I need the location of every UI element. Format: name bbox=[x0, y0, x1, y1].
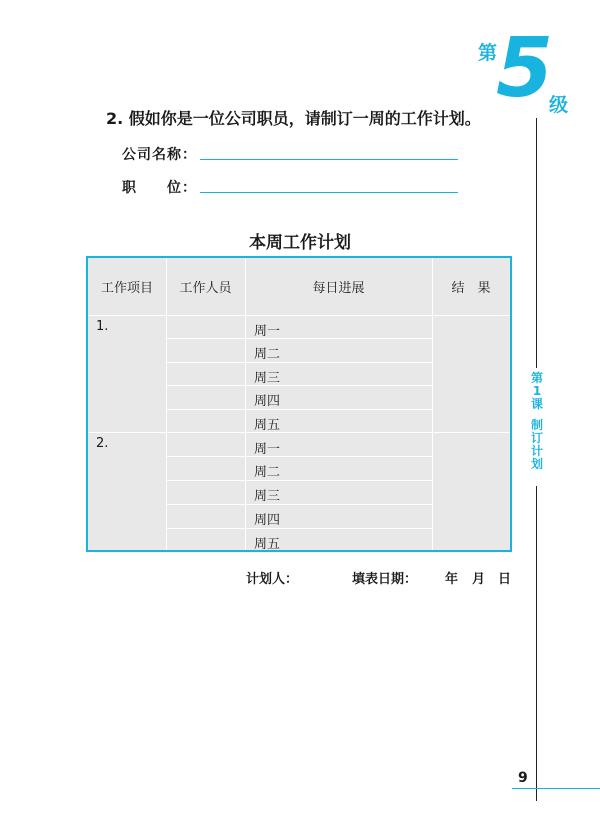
date-month: 月 bbox=[472, 572, 486, 587]
position-input-line[interactable] bbox=[200, 192, 458, 193]
row-divider bbox=[166, 338, 432, 339]
page-number: 9 bbox=[518, 770, 528, 786]
day-label: 周二 bbox=[254, 465, 281, 480]
day-label: 周四 bbox=[254, 394, 281, 409]
badge-ji: 级 bbox=[548, 94, 568, 116]
table-title: 本周工作计划 bbox=[249, 233, 351, 253]
lesson-char: 制 bbox=[530, 418, 543, 432]
day-label: 周五 bbox=[254, 418, 281, 433]
question-text: 2. 假如你是一位公司职员，请制订一周的工作计划。 bbox=[106, 109, 481, 128]
lesson-char: 1 bbox=[532, 384, 542, 398]
group-number: 1. bbox=[96, 319, 109, 334]
position-label: 职 位： bbox=[122, 180, 197, 196]
day-label: 周五 bbox=[254, 537, 281, 552]
header-cell-item: 工作项目 bbox=[100, 281, 153, 296]
lesson-char: 订 bbox=[530, 431, 543, 445]
day-label: 周三 bbox=[254, 489, 281, 504]
date-label: 填表日期： bbox=[352, 572, 418, 587]
day-label: 周一 bbox=[254, 324, 281, 339]
day-label: 周二 bbox=[254, 347, 281, 362]
badge-di: 第 bbox=[478, 42, 498, 64]
side-rule-bottom bbox=[536, 486, 537, 801]
lesson-char: 第 bbox=[530, 371, 543, 385]
day-label: 周四 bbox=[254, 513, 281, 528]
date-day: 日 bbox=[498, 572, 512, 587]
company-label: 公司名称： bbox=[122, 147, 197, 163]
header-cell-progress: 每日进展 bbox=[312, 281, 365, 296]
row-divider bbox=[166, 528, 432, 529]
badge-number: 5 bbox=[496, 21, 554, 116]
page-number-rule bbox=[512, 788, 600, 789]
date-year: 年 bbox=[445, 572, 459, 587]
row-divider bbox=[166, 362, 432, 363]
day-label: 周三 bbox=[254, 371, 281, 386]
row-divider bbox=[166, 385, 432, 386]
plan-table bbox=[86, 256, 512, 552]
day-label: 周一 bbox=[254, 442, 281, 457]
row-divider bbox=[166, 480, 432, 481]
header-cell-staff: 工作人员 bbox=[179, 281, 232, 296]
lesson-label bbox=[528, 372, 546, 471]
group-number: 2. bbox=[96, 436, 109, 451]
lesson-char: 课 bbox=[530, 397, 543, 411]
level-badge bbox=[478, 21, 568, 116]
lesson-char: 划 bbox=[530, 457, 543, 471]
row-divider bbox=[166, 456, 432, 457]
planner-label: 计划人： bbox=[246, 572, 299, 587]
row-divider bbox=[166, 409, 432, 410]
lesson-char: 计 bbox=[530, 444, 543, 458]
header-cell-result: 结 果 bbox=[451, 281, 491, 296]
row-divider bbox=[88, 315, 510, 316]
row-divider bbox=[166, 504, 432, 505]
company-input-line[interactable] bbox=[200, 159, 458, 160]
row-divider bbox=[88, 432, 510, 433]
